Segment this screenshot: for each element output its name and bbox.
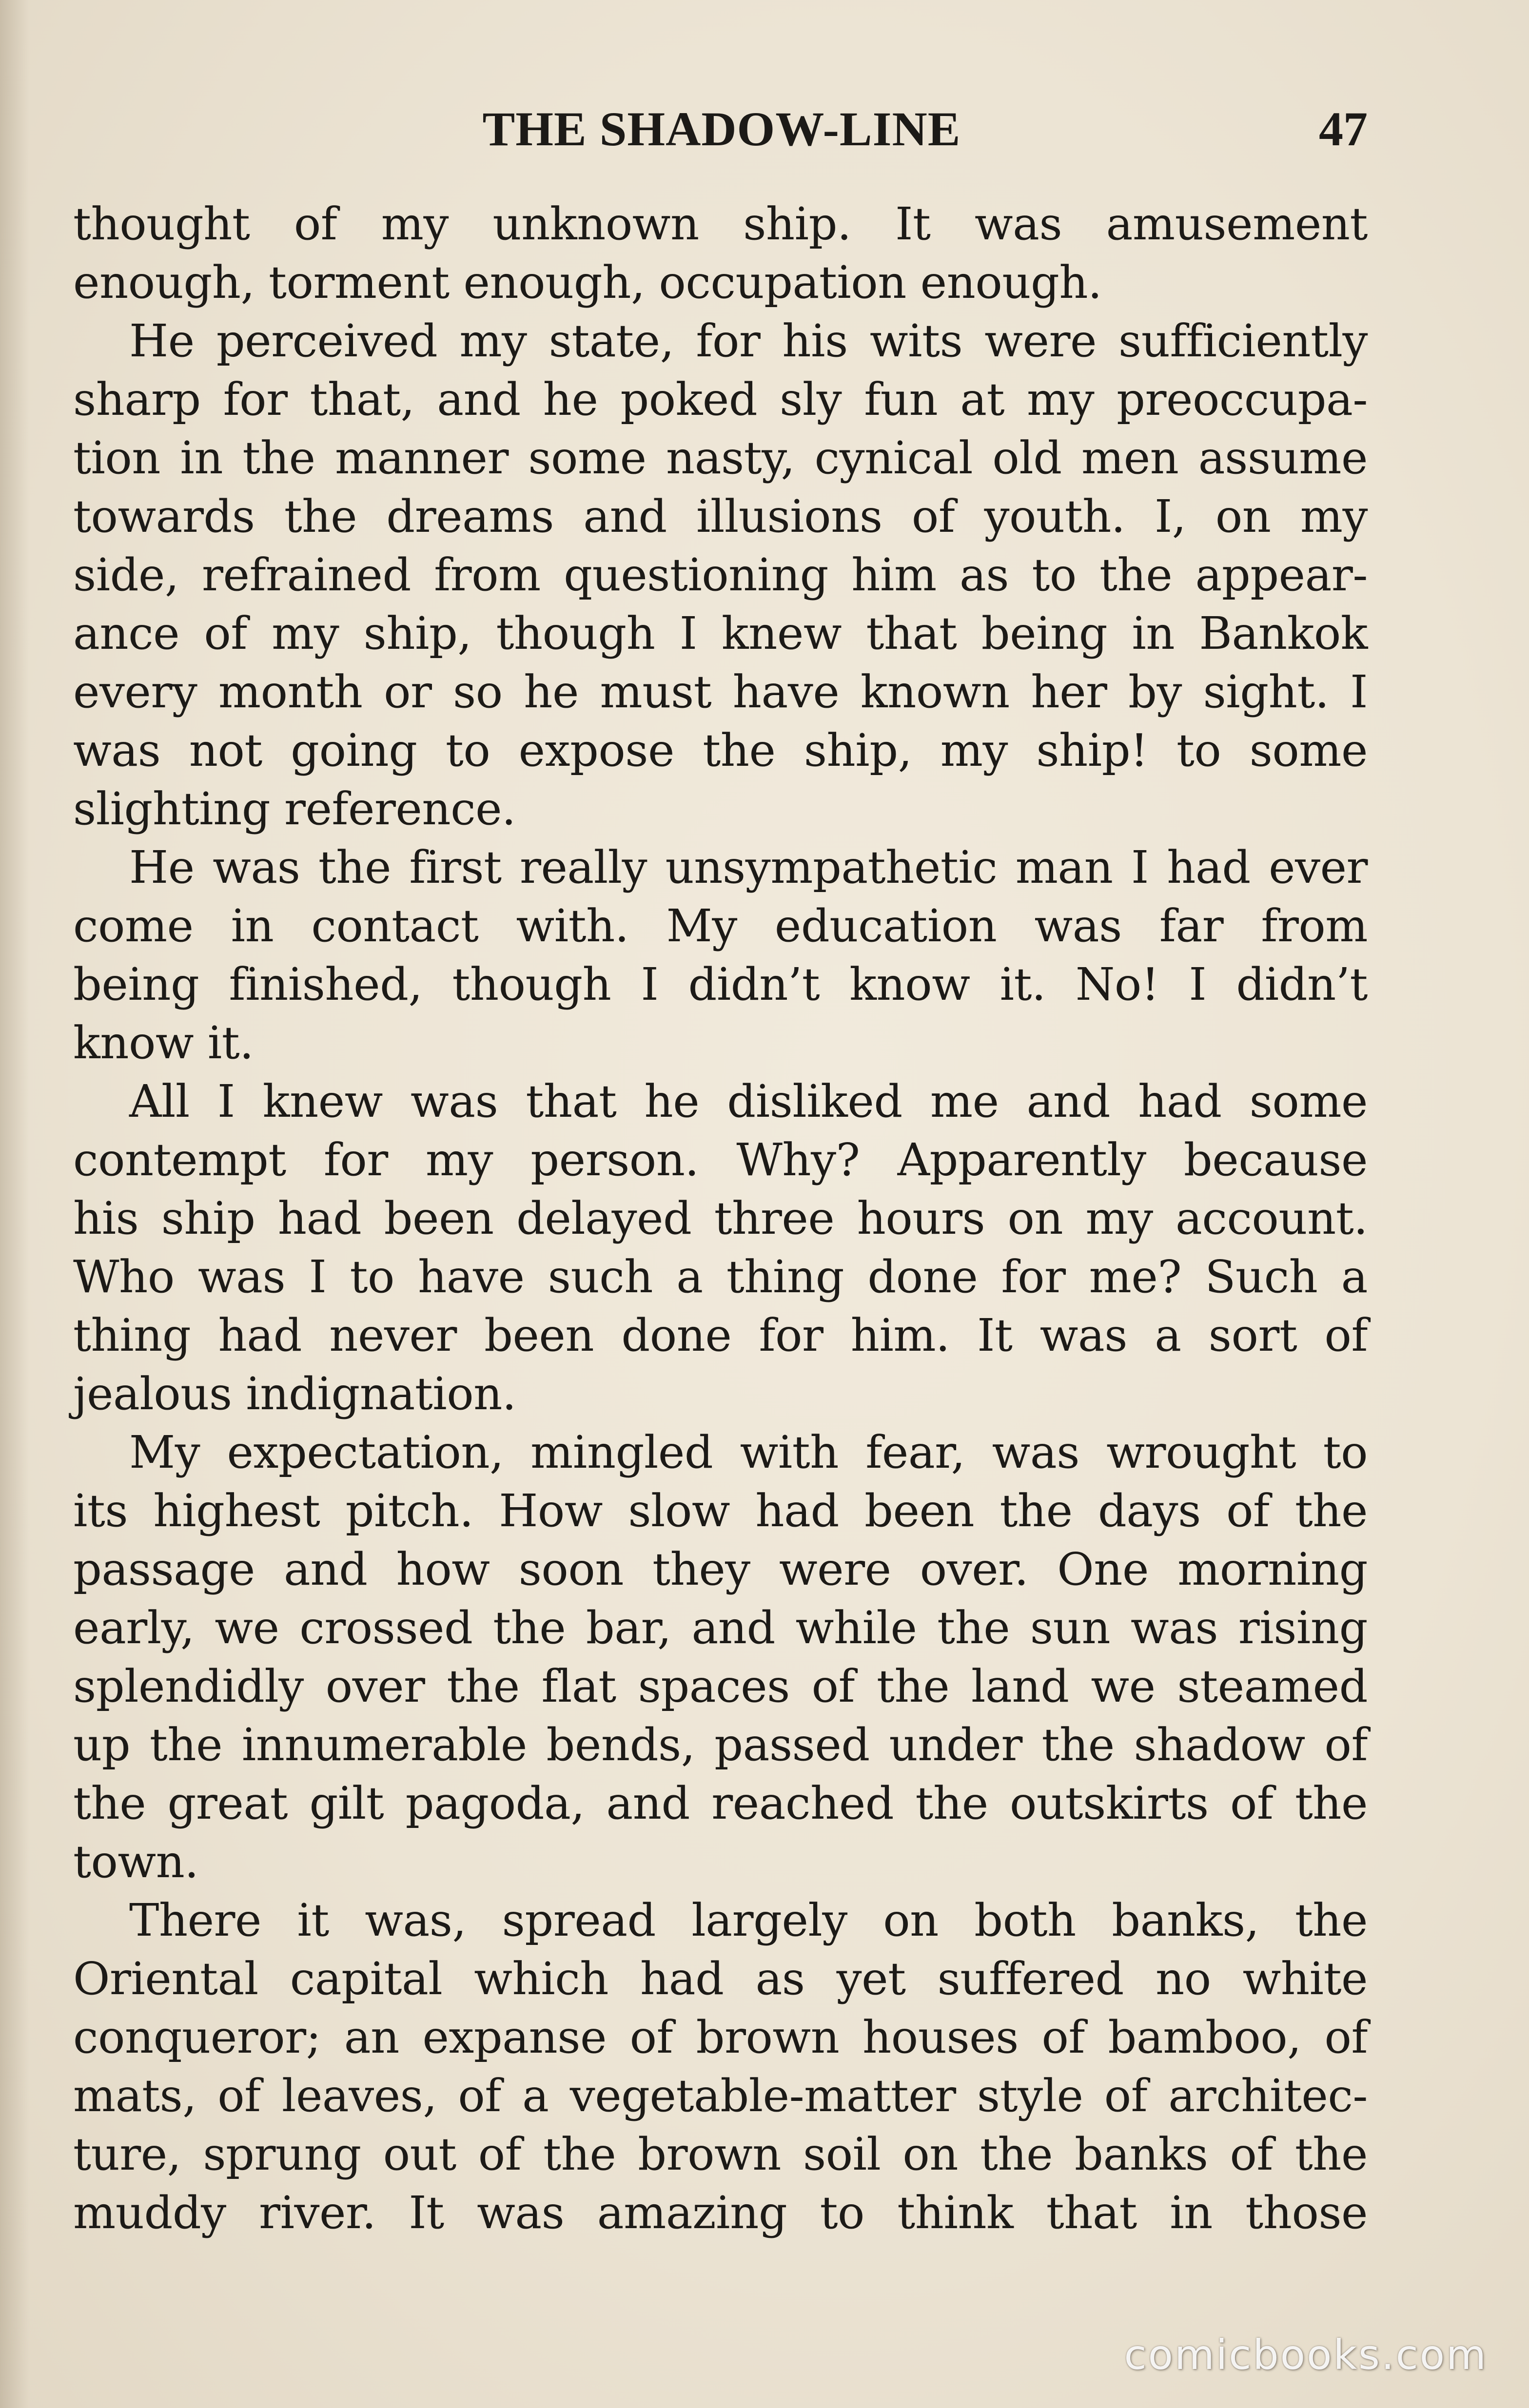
text-line: contempt for my person. Why? Apparently because bbox=[73, 1134, 1368, 1186]
text-line: every month or so he must have known her by sight. I bbox=[73, 666, 1368, 718]
watermark: comicbooks.com bbox=[1124, 2331, 1488, 2379]
text-line: tion in the manner some nasty, cynical old men assume bbox=[73, 432, 1368, 484]
text-line: My expectation, mingled with fear, was wrought to bbox=[129, 1426, 1368, 1478]
text-line: ture, sprung out of the brown soil on the banks of the bbox=[73, 2128, 1368, 2180]
page-number: 47 bbox=[1319, 102, 1368, 156]
text-line: enough, torment enough, occupation enough. bbox=[73, 256, 1102, 309]
text-line: early, we crossed the bar, and while the sun was rising bbox=[73, 1602, 1368, 1654]
text-line: know it. bbox=[73, 1017, 254, 1069]
text-line: thought of my unknown ship. It was amusement bbox=[73, 198, 1368, 250]
text-line: ance of my ship, though I knew that being in Bankok bbox=[73, 607, 1368, 660]
page-edge-shadow bbox=[0, 0, 29, 2408]
text-line: Oriental capital which had as yet suffered no white bbox=[73, 1953, 1368, 2005]
text-line: thing had never been done for him. It was a sort of bbox=[73, 1309, 1368, 1361]
text-line: side, refrained from questioning him as to the appear- bbox=[73, 549, 1368, 601]
text-line: He perceived my state, for his wits were sufficiently bbox=[129, 315, 1368, 367]
running-header bbox=[76, 97, 1368, 161]
text-line: was not going to expose the ship, my ship! to some bbox=[73, 724, 1368, 777]
text-line: muddy river. It was amazing to think that in those bbox=[73, 2187, 1368, 2239]
text-line: jealous indignation. bbox=[73, 1368, 516, 1420]
text-line: There it was, spread largely on both banks, the bbox=[129, 1894, 1368, 1946]
text-line: slighting reference. bbox=[73, 783, 516, 835]
text-line: mats, of leaves, of a vegetable-matter style of architec- bbox=[73, 2070, 1368, 2122]
text-line: towards the dreams and illusions of youth. I, on my bbox=[73, 490, 1368, 543]
text-line: All I knew was that he disliked me and had some bbox=[129, 1075, 1368, 1127]
running-title: THE SHADOW-LINE bbox=[482, 102, 961, 156]
text-line: Who was I to have such a thing done for me? Such a bbox=[73, 1251, 1368, 1303]
text-line: the great gilt pagoda, and reached the outskirts of the bbox=[73, 1777, 1368, 1829]
text-line: being finished, though I didn’t know it. No! I didn’t bbox=[73, 958, 1368, 1010]
body-text bbox=[73, 195, 1368, 2242]
text-line: splendidly over the flat spaces of the land we steamed bbox=[73, 1660, 1368, 1712]
text-line: passage and how soon they were over. One morning bbox=[73, 1543, 1368, 1595]
text-line: conqueror; an expanse of brown houses of bamboo, of bbox=[73, 2011, 1368, 2063]
text-line: its highest pitch. How slow had been the days of the bbox=[73, 1485, 1368, 1537]
text-line: sharp for that, and he poked sly fun at my preoccupa- bbox=[73, 373, 1368, 426]
text-line: town. bbox=[73, 1836, 199, 1888]
text-line: He was the first really unsympathetic man I had ever bbox=[129, 841, 1368, 893]
text-line: his ship had been delayed three hours on my account. bbox=[73, 1192, 1368, 1244]
text-line: up the innumerable bends, passed under the shadow of bbox=[73, 1719, 1368, 1771]
text-line: come in contact with. My education was far from bbox=[73, 900, 1368, 952]
